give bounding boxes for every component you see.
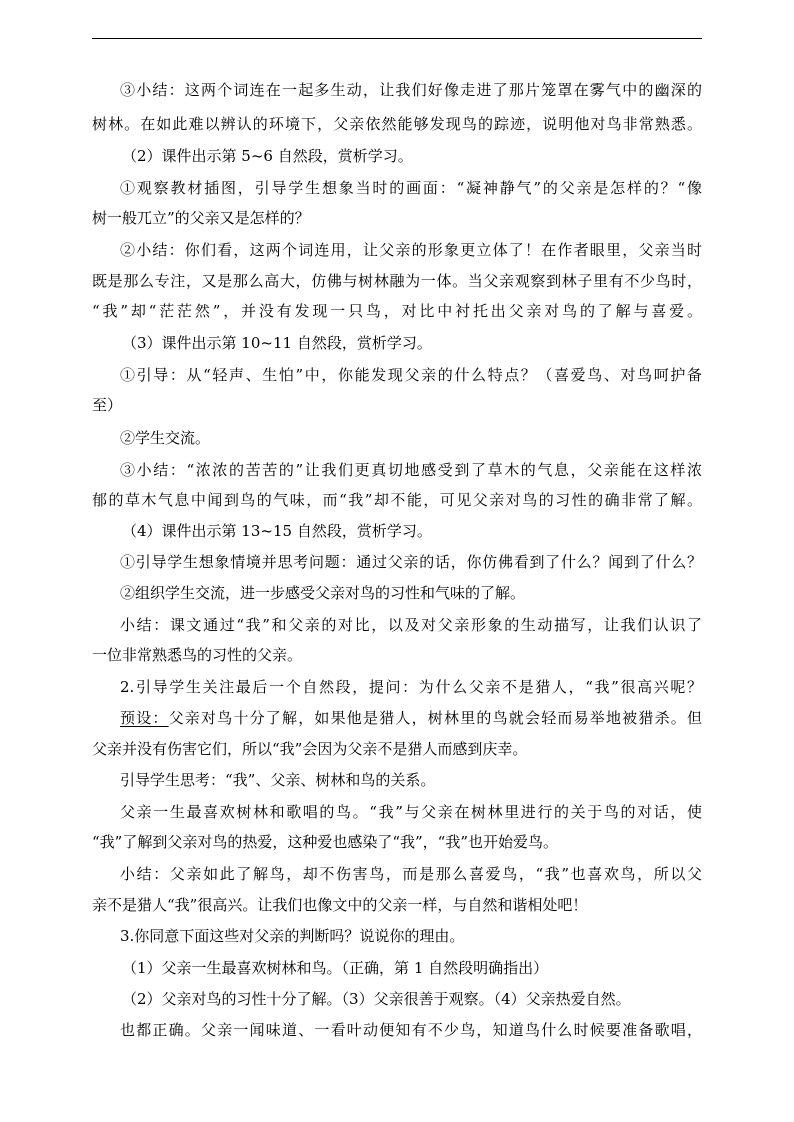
- paragraph-line: 郁的草木气息中闻到鸟的气味，而“我”却不能，可见父亲对鸟的习性的确非常了解。: [92, 491, 702, 509]
- paragraph-line: 小结：课文通过“我”和父亲的对比，以及对父亲形象的生动描写，让我们认识了: [120, 616, 702, 634]
- paragraph-line: ①观察教材插图，引导学生想象当时的画面：“凝神静气”的父亲是怎样的？“像: [120, 179, 702, 197]
- paragraph-line: 引导学生思考：“我”、父亲、树林和鸟的关系。: [120, 771, 436, 789]
- paragraph-line: 2.引导学生关注最后一个自然段，提问：为什么父亲不是猎人，“我”很高兴呢？: [120, 678, 702, 696]
- paragraph-line: （3）课件出示第 10~11 自然段，赏析学习。: [122, 334, 432, 352]
- paragraph-line: 树一般兀立”的父亲又是怎样的？: [92, 209, 310, 227]
- paragraph-line: （2）课件出示第 5~6 自然段，赏析学习。: [122, 147, 413, 165]
- paragraph-line: ①引导：从“轻声、生怕”中，你能发现父亲的什么特点？（喜爱鸟、对鸟呵护备: [120, 366, 702, 384]
- paragraph-line: [92, 708, 702, 728]
- paragraph-line: ②学生交流。: [120, 429, 211, 447]
- paragraph-line: 也都正确。父亲一闻味道、一看叶动便知有不少鸟，知道鸟什么时候要准备歌唱，: [120, 1021, 702, 1039]
- paragraph-line: 一位非常熟悉鸟的习性的父亲。: [92, 646, 303, 664]
- preset-label: 预设：: [120, 709, 169, 727]
- paragraph-line: （1）父亲一生最喜欢树林和鸟。（正确，第 1 自然段明确指出）: [122, 959, 549, 977]
- paragraph-line: ②小结：你们看，这两个词连用，让父亲的形象更立体了！在作者眼里，父亲当时: [120, 241, 702, 259]
- paragraph-line: ①引导学生想象情境并思考问题：通过父亲的话，你仿佛看到了什么？闻到了什么？: [120, 553, 702, 571]
- paragraph-line: 树林。在如此难以辨认的环境下，父亲依然能够发现鸟的踪迹，说明他对鸟非常熟悉。: [92, 115, 702, 133]
- paragraph-line: 父亲一生最喜欢树林和歌唱的鸟。“我”与父亲在树林里进行的关于鸟的对话，使: [120, 803, 702, 821]
- header-rule: [92, 38, 702, 39]
- paragraph-line: 父亲并没有伤害它们，所以“我”会因为父亲不是猎人而感到庆幸。: [92, 740, 528, 758]
- paragraph-line: （4）课件出示第 13~15 自然段，赏析学习。: [122, 522, 432, 540]
- paragraph-line: ②组织学生交流，进一步感受父亲对鸟的习性和气味的了解。: [120, 584, 526, 602]
- paragraph-line: ③小结：“浓浓的苦苦的”让我们更真切地感受到了草木的气息，父亲能在这样浓: [120, 461, 702, 479]
- paragraph-line: “我”却“茫茫然”，并没有发现一只鸟，对比中衬托出父亲对鸟的了解与喜爱。: [92, 302, 702, 320]
- paragraph-line: 既是那么专注，又是那么高大，仿佛与树林融为一体。当父亲观察到林子里有不少鸟时，: [92, 272, 702, 290]
- paragraph-line: 亲不是猎人“我”很高兴。让我们也像文中的父亲一样，与自然和谐相处吧！: [92, 896, 588, 914]
- paragraph-line: 小结：父亲如此了解鸟，却不伤害鸟，而是那么喜爱鸟，“我”也喜欢鸟，所以父: [120, 865, 702, 883]
- preset-text: 父亲对鸟十分了解，如果他是猎人，树林里的鸟就会轻而易举地被猎杀。但: [168, 709, 702, 727]
- paragraph-line: 3.你同意下面这些对父亲的判断吗？说说你的理由。: [120, 927, 465, 945]
- paragraph-line: （2）父亲对鸟的习性十分了解。（3）父亲很善于观察。（4）父亲热爱自然。: [122, 990, 631, 1008]
- paragraph-line: 至）: [92, 396, 123, 414]
- paragraph-line: “我”了解到父亲对鸟的热爱，这种爱也感染了“我”，“我”也开始爱鸟。: [92, 833, 559, 851]
- paragraph-line: ③小结：这两个词连在一起多生动，让我们好像走进了那片笼罩在雾气中的幽深的: [120, 81, 702, 99]
